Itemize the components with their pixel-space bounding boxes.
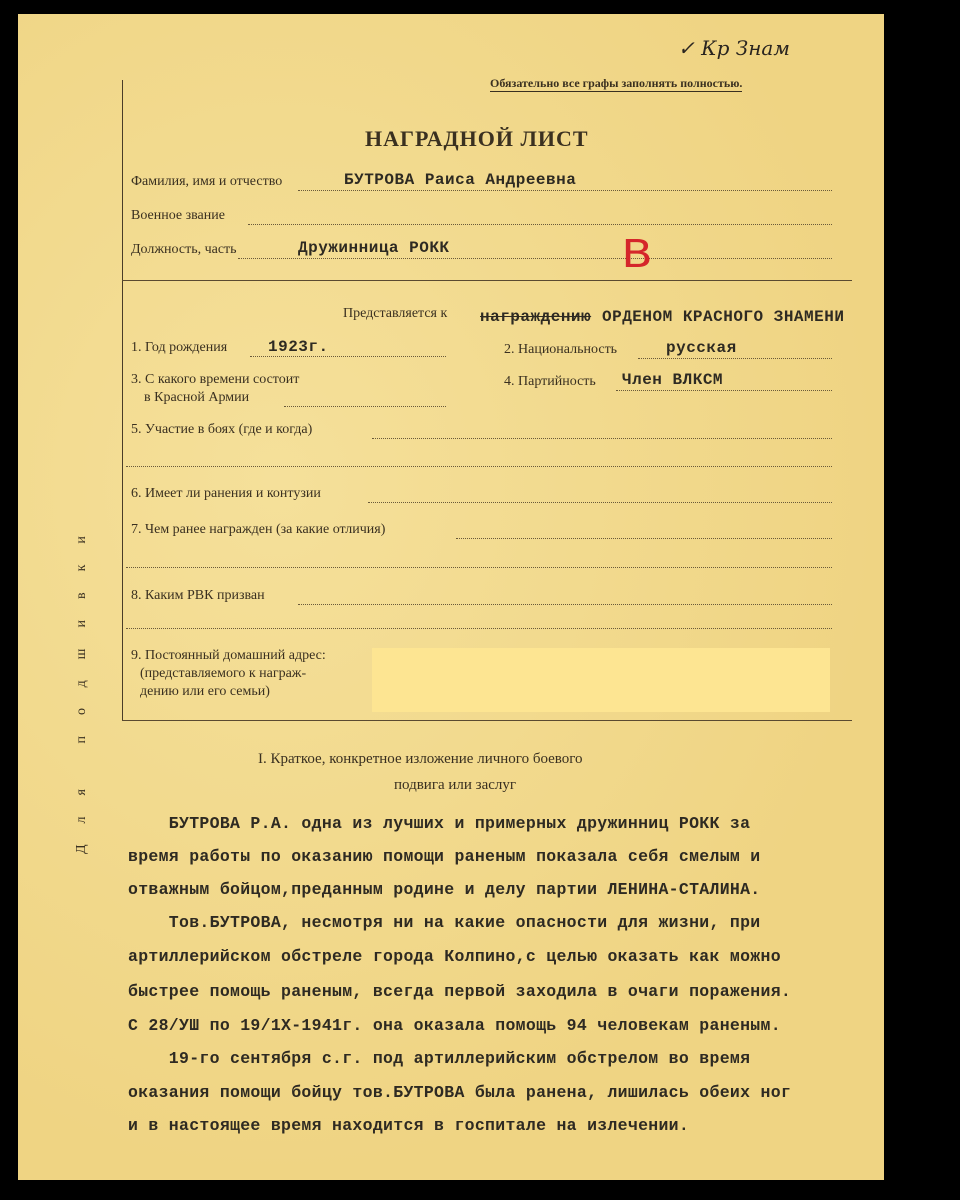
nominated-award: ОРДЕНОМ КРАСНОГО ЗНАМЕНИ — [602, 308, 845, 326]
battles-label: 5. Участие в боях (где и когда) — [131, 422, 313, 437]
nationality-value: русская — [666, 339, 737, 357]
birth-value: 1923г. — [268, 338, 329, 356]
address-label: 9. Постоянный домашний адрес: — [131, 648, 326, 663]
citation-line: БУТРОВА Р.А. одна из лучших и примерных дружинниц РОКК за — [128, 814, 751, 833]
nationality-label: 2. Национальность — [504, 342, 618, 357]
section-heading-2: подвига или заслуг — [394, 777, 517, 793]
party-label: 4. Партийность — [504, 374, 596, 389]
award-sheet-page — [18, 14, 884, 1180]
citation-line: быстрее помощь раненым, всегда первой заходила в очаги поражения. — [128, 982, 792, 1001]
army-since-label: 3. С какого времени состоит — [131, 372, 300, 387]
citation-line: отважным бойцом,преданным родине и делу партии ЛЕНИНА-СТАЛИНА. — [128, 880, 761, 899]
citation-line: Тов.БУТРОВА, несмотря ни на какие опасности для жизни, при — [128, 913, 761, 932]
handwritten-note: ✓ Кр Знам — [678, 36, 790, 60]
divider — [122, 280, 852, 281]
party-value: Член ВЛКСМ — [622, 371, 724, 389]
citation-line: С 28/УШ по 19/1Х-1941г. она оказала помощь 94 человекам раненым. — [128, 1016, 781, 1035]
citation-line: 19-го сентября с.г. под артиллерийским обстрелом во время — [128, 1049, 751, 1068]
citation-line: время работы по оказанию помощи раненым показала себя смелым и — [128, 847, 761, 866]
citation-line: артиллерийском обстреле города Колпино,с целью оказать как можно — [128, 947, 781, 966]
position-value: Дружинница РОКК — [298, 239, 450, 257]
side-label: Для подшивки — [74, 515, 89, 854]
citation-line: оказания помощи бойцу тов.БУТРОВА была ранена, лишилась обеих ног — [128, 1083, 792, 1102]
birth-label: 1. Год рождения — [131, 340, 228, 355]
prev-awards-label: 7. Чем ранее награжден (за какие отличия) — [131, 522, 386, 537]
nominated-struck: награждению — [480, 308, 592, 326]
divider — [122, 720, 852, 721]
position-label: Должность, часть — [131, 242, 237, 257]
red-mark: В — [621, 232, 653, 276]
redacted-address — [372, 648, 830, 712]
page-title: НАГРАДНОЙ ЛИСТ — [365, 126, 589, 151]
wounds-label: 6. Имеет ли ранения и контузии — [131, 486, 321, 501]
address-label-3: дению или его семьи) — [140, 684, 270, 699]
army-since-label-2: в Красной Армии — [144, 390, 250, 405]
citation-line: и в настоящее время находится в госпитале на излечении. — [128, 1116, 690, 1135]
name-label: Фамилия, имя и отчество — [131, 174, 283, 189]
name-value: БУТРОВА Раиса Андреевна — [344, 171, 577, 189]
address-label-2: (представляемого к награж- — [140, 666, 307, 681]
section-heading: I. Краткое, конкретное изложение личного боевого — [258, 751, 583, 767]
rank-label: Военное звание — [131, 208, 225, 223]
fill-instruction: Обязательно все графы заполнять полностью. — [490, 76, 743, 90]
margin-line — [122, 80, 123, 720]
rvk-label: 8. Каким РВК призван — [131, 588, 265, 603]
nominated-label: Представляется к — [343, 306, 448, 321]
